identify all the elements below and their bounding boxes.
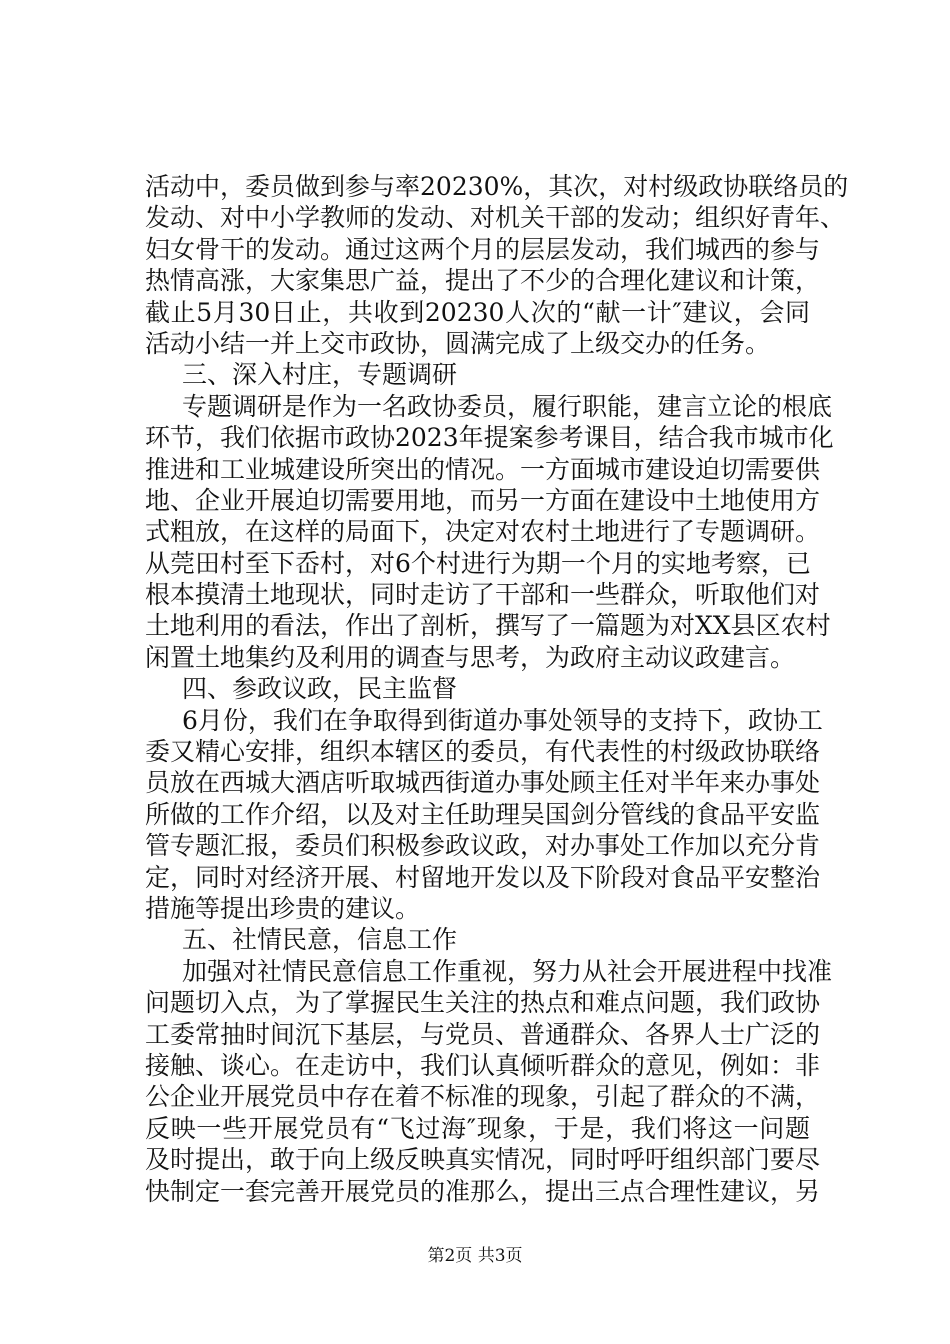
text-line: 接触、谈心。在走访中，我们认真倾听群众的意见，例如：非 [145, 1050, 821, 1080]
page-footer: 第2页 共3页 [427, 1246, 523, 1266]
text-line: 委又精心安排，组织本辖区的委员，有代表性的村级政协联络 [145, 737, 821, 767]
text-line: 问题切入点，为了掌握民生关注的热点和难点问题，我们政协 [145, 988, 821, 1018]
paragraph-first-line: 加强对社情民意信息工作重视，努力从社会开展进程中找准 [182, 956, 833, 986]
text-line: 活动中，委员做到参与率20230%，其次，对村级政协联络员的 [145, 172, 849, 201]
section-heading: 五、社情民意，信息工作 [182, 925, 458, 955]
text-line: 活动小结一并上交市政协，圆满完成了上级交办的任务。 [145, 328, 771, 358]
text-line: 发动、对中小学教师的发动、对机关干部的发动；组织好青年、 [145, 203, 846, 233]
text-line: 快制定一套完善开展党员的准那么，提出三点合理性建议，另 [145, 1176, 821, 1206]
text-line: 根本摸清土地现状，同时走访了干部和一些群众，听取他们对 [145, 580, 821, 610]
text-line: 热情高涨，大家集思广益，提出了不少的合理化建议和计策， [145, 266, 821, 296]
text-line: 环节，我们依据市政协2023年提案参考课目，结合我市城市化 [145, 423, 834, 453]
text-line: 措施等提出珍贵的建议。 [145, 893, 421, 923]
text-line: 地、企业开展迫切需要用地，而另一方面在建设中土地使用方 [145, 485, 821, 515]
text-line: 公企业开展党员中存在着不标准的现象，引起了群众的不满， [145, 1082, 821, 1112]
text-line: 式粗放，在这样的局面下，决定对农村土地进行了专题调研。 [145, 517, 821, 547]
text-line: 从莞田村至下岙村，对6个村进行为期一个月的实地考察，已 [145, 548, 811, 578]
text-line: 工委常抽时间沉下基层，与党员、普通群众、各界人士广泛的 [145, 1019, 821, 1049]
text-line: 及时提出，敢于向上级反映真实情况，同时呼吁组织部门要尽 [145, 1145, 821, 1175]
text-line: 妇女骨干的发动。通过这两个月的层层发动，我们城西的参与 [145, 234, 821, 264]
text-line: 所做的工作介绍，以及对主任助理吴国剑分管线的食品平安监 [145, 799, 821, 829]
text-line: 定，同时对经济开展、村留地开发以及下阶段对食品平安整治 [145, 862, 821, 892]
text-line: 截止5月30日止，共收到20230人次的“献一计″建议，会同 [145, 297, 810, 327]
text-line: 闲置土地集约及利用的调查与思考，为政府主动议政建言。 [145, 642, 796, 672]
text-line: 员放在西城大酒店听取城西街道办事处顾主任对半年来办事处 [145, 768, 821, 798]
text-line: 推进和工业城建设所突出的情况。一方面城市建设迫切需要供 [145, 454, 821, 484]
document-body [145, 171, 849, 1207]
text-line: 反映一些开展党员有“飞过海″现象，于是，我们将这一问题 [145, 1113, 810, 1143]
paragraph-first-line: 6月份，我们在争取得到街道办事处领导的支持下，政协工 [182, 705, 823, 735]
section-heading: 四、参政议政，民主监督 [182, 674, 458, 704]
text-line: 管专题汇报，委员们积极参政议政，对办事处工作加以充分肯 [145, 831, 821, 861]
paragraph-first-line: 专题调研是作为一名政协委员，履行职能，建言立论的根底 [182, 391, 833, 421]
text-line: 土地利用的看法，作出了剖析，撰写了一篇题为对XX县区农村 [145, 611, 831, 641]
section-heading: 三、深入村庄，专题调研 [182, 360, 458, 390]
